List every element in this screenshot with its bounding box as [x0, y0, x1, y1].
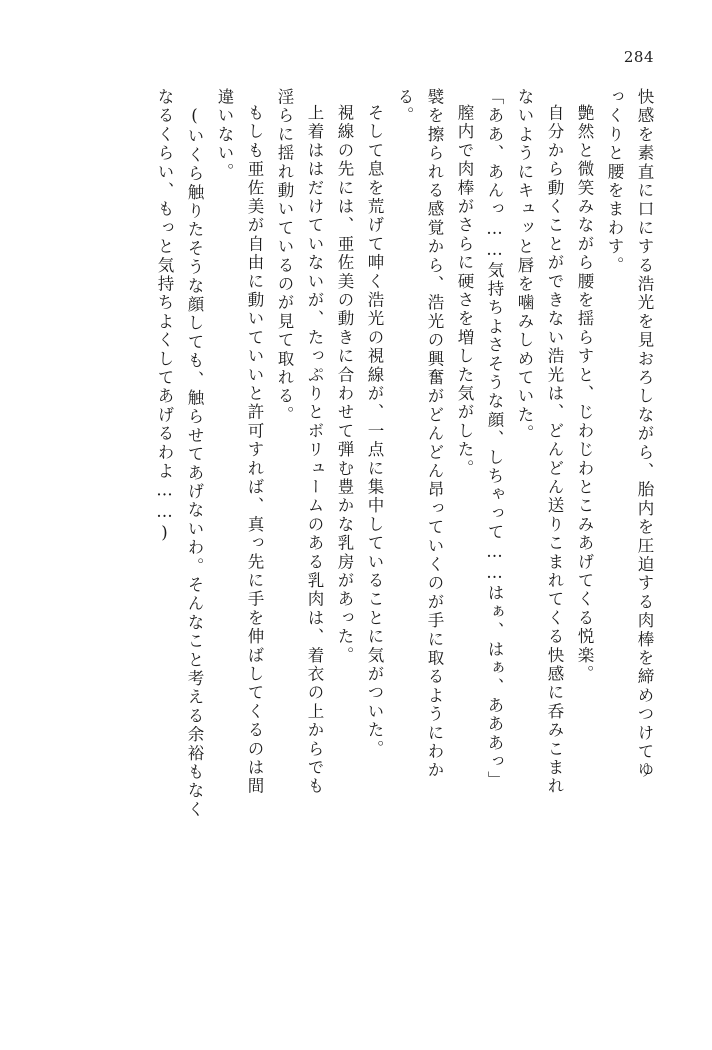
text-column: っくりと腰をまわす。 — [605, 88, 624, 275]
text-column: (いくら触りたそうな顔しても、触らせてあげないわ。そんなこと考える余裕もなく — [185, 106, 204, 820]
text-column: 淫らに揺れ動いているのが見て取れる。 — [275, 88, 294, 425]
text-column: ないようにキュッと唇を噛みしめていた。 — [515, 88, 534, 444]
text-column: 艶然と微笑みながら腰を揺らすと、じわじわとこみあげてくる悦楽。 — [575, 104, 594, 684]
body-text-columns — [92, 88, 652, 998]
text-column: 上着ははだけていないが、たっぷりとボリュームのある乳肉は、着衣の上からでも — [305, 104, 324, 796]
text-column: なるくらい、もっと気持ちよくしてあげるわよ……) — [155, 88, 174, 545]
text-column: 違いない。 — [215, 88, 234, 182]
text-column: そして息を荒げて呻く浩光の視線が、一点に集中していることに気がついた。 — [365, 104, 384, 759]
text-column: 襞を擦られる感覚から、浩光の興奮がどんどん昂っていくのが手に取るようにわか — [425, 88, 444, 780]
page-number: 284 — [623, 48, 654, 66]
text-column: もしも亜佐美が自由に動いていいと許可すれば、真っ先に手を伸ばしてくるのは間 — [245, 104, 264, 796]
text-column: 視線の先には、亜佐美の動きに合わせて弾む豊かな乳房があった。 — [335, 104, 354, 665]
text-column: 快感を素直に口にする浩光を見おろしながら、胎内を圧迫する肉棒を締めつけてゆ — [635, 88, 654, 780]
text-column: 自分から動くことができない浩光は、どんどん送りこまれてくる快感に呑みこまれ — [545, 104, 564, 796]
text-column: る。 — [395, 88, 414, 126]
text-column: 膣内で肉棒がさらに硬さを増した気がした。 — [455, 104, 474, 478]
text-column: 「ああ、あんっ……気持ちよさそうな顔、しちゃって……はぁ、はぁ、あああっ」 — [485, 88, 504, 790]
